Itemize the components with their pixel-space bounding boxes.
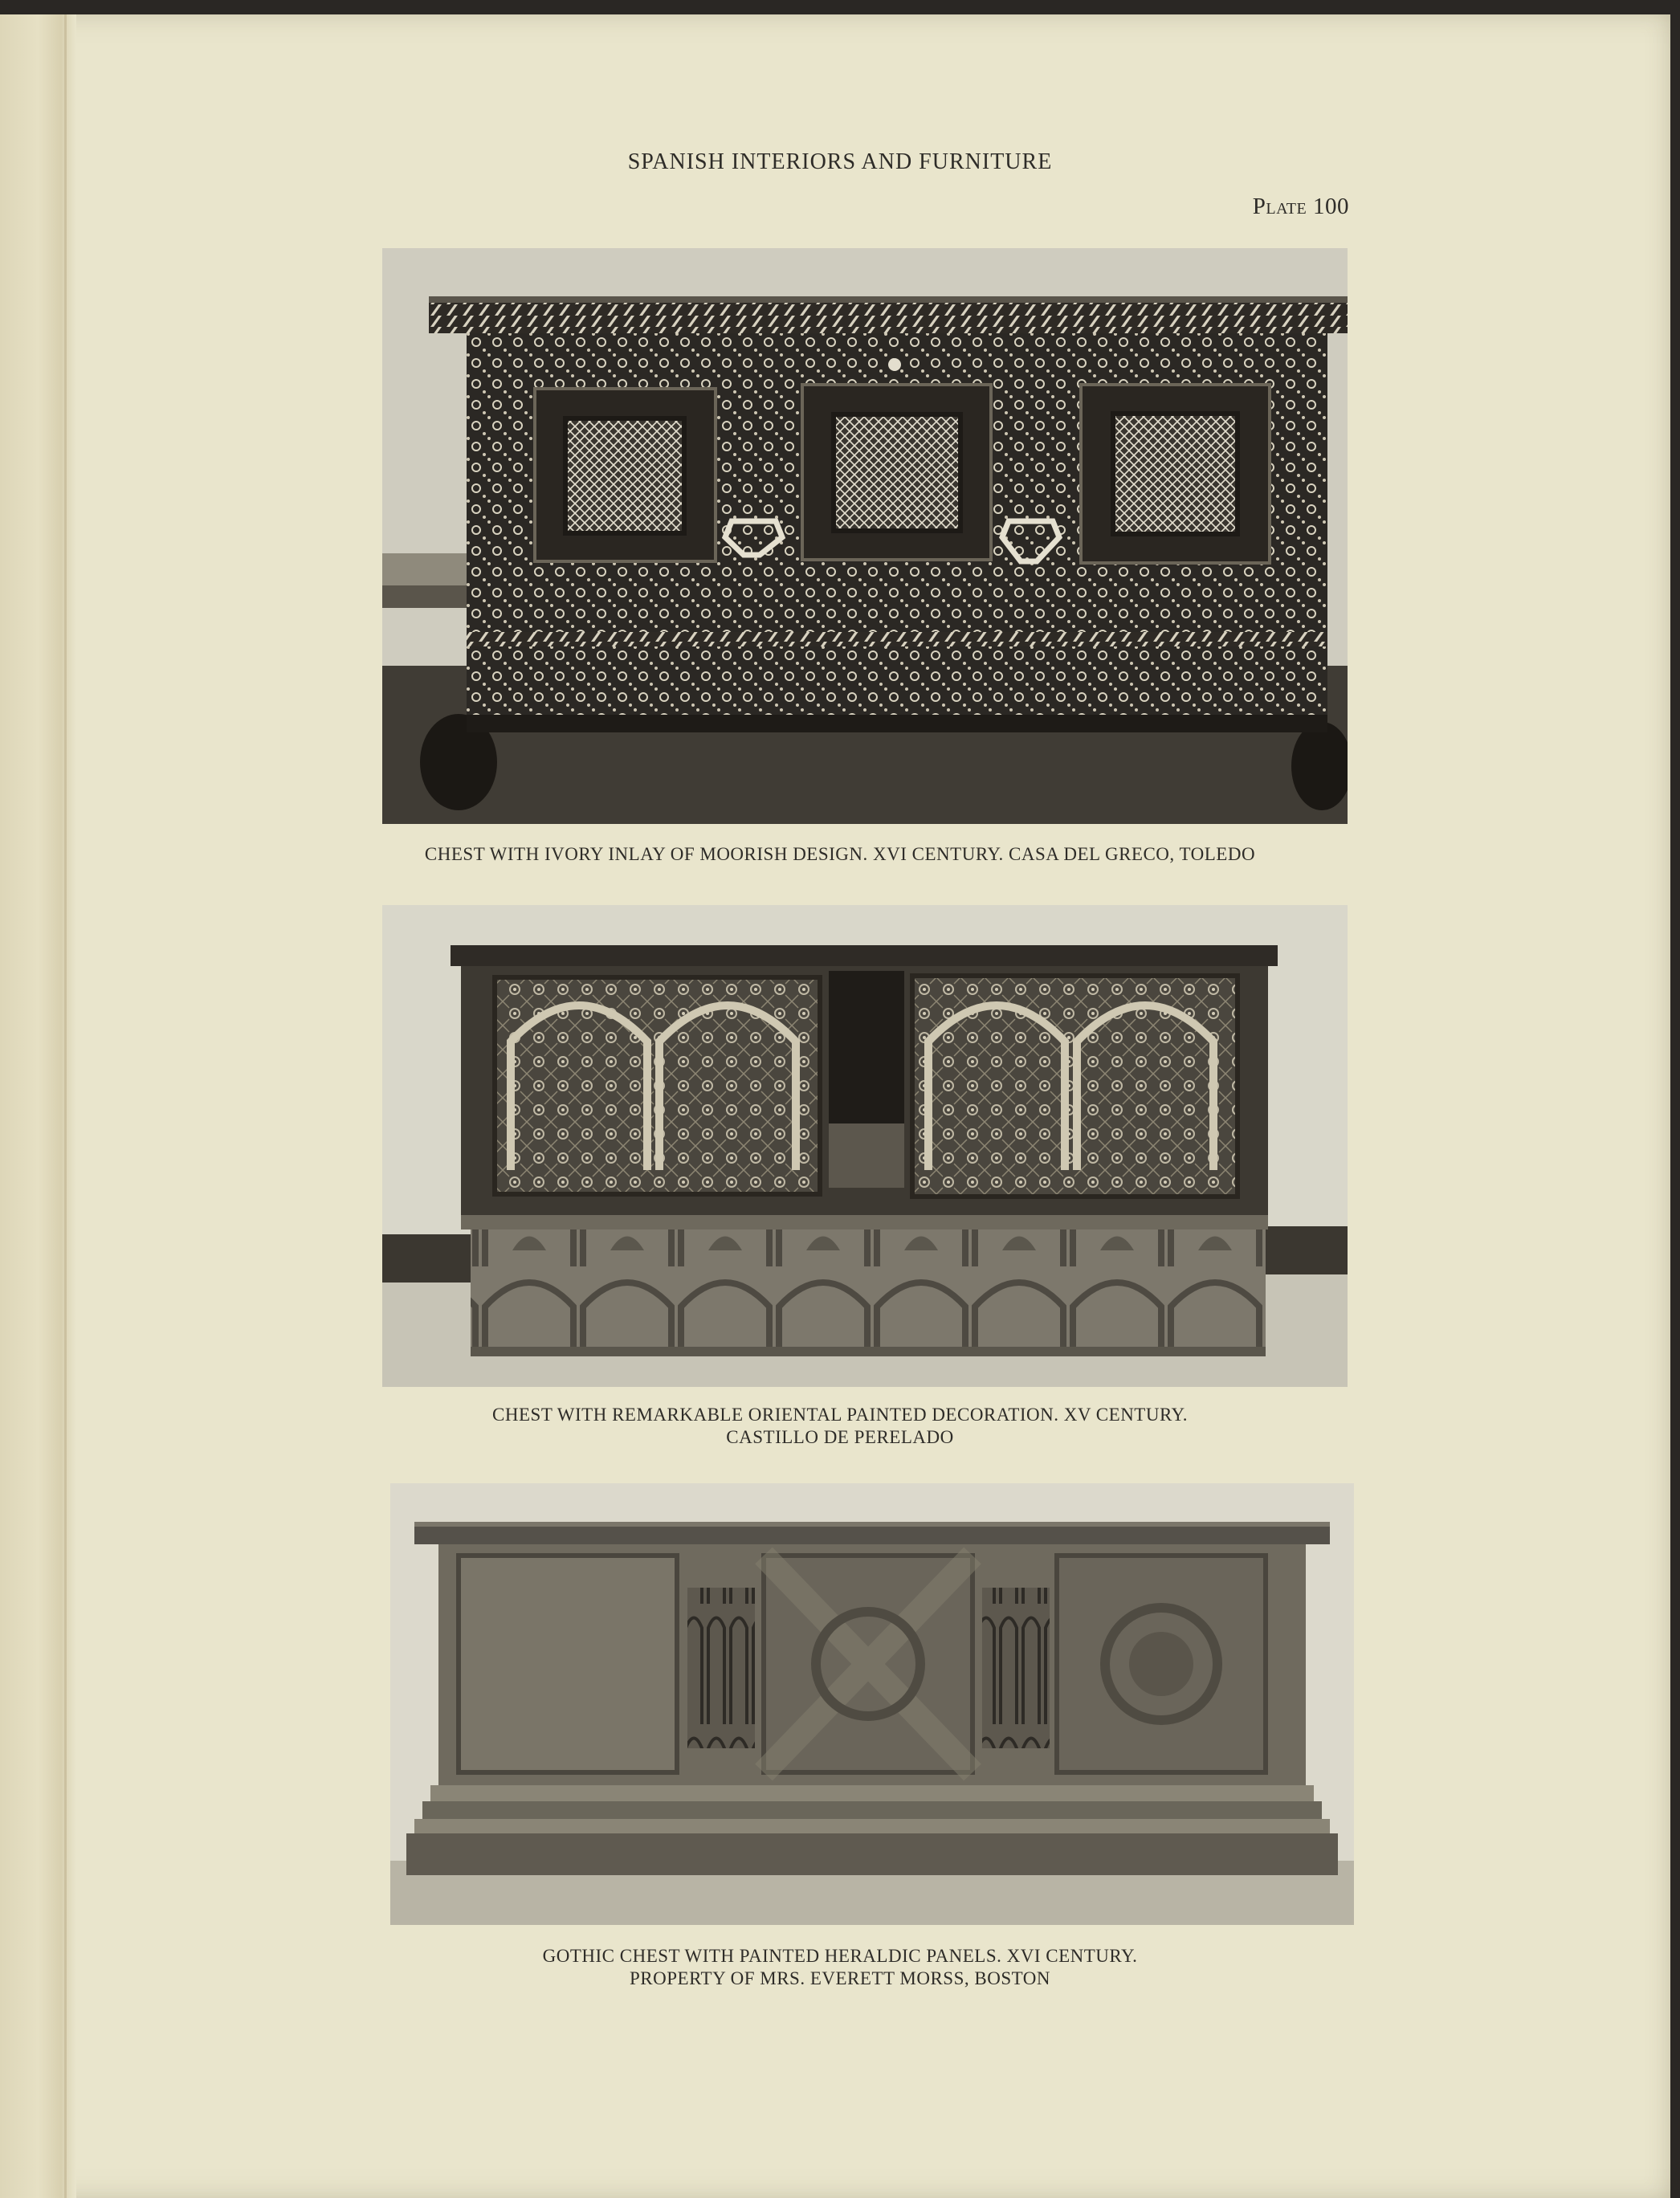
caption-line: GOTHIC CHEST WITH PAINTED HERALDIC PANELS. XVI CENTURY. [542, 1946, 1138, 1966]
caption-ivory-inlay-chest [0, 843, 1680, 866]
photo-ivory-inlay-chest [382, 248, 1348, 824]
caption-line: CHEST WITH IVORY INLAY OF MOORISH DESIGN. XVI CENTURY. CASA DEL GRECO, TOLEDO [424, 844, 1256, 864]
caption-painted-oriental-chest [0, 1404, 1680, 1449]
gutter-fold [64, 14, 67, 2198]
caption-line: PROPERTY OF MRS. EVERETT MORSS, BOSTON [630, 1968, 1050, 1988]
running-title: SPANISH INTERIORS AND FURNITURE [627, 149, 1053, 174]
caption-line: CHEST WITH REMARKABLE ORIENTAL PAINTED DECORATION. XV CENTURY. [492, 1405, 1188, 1425]
plate-number: Plate 100 [1252, 194, 1349, 219]
photo-painted-oriental-chest [382, 905, 1348, 1387]
caption-line: CASTILLO DE PERELADO [726, 1427, 954, 1447]
photo-gothic-chest [390, 1483, 1354, 1925]
caption-gothic-chest [0, 1945, 1680, 1990]
